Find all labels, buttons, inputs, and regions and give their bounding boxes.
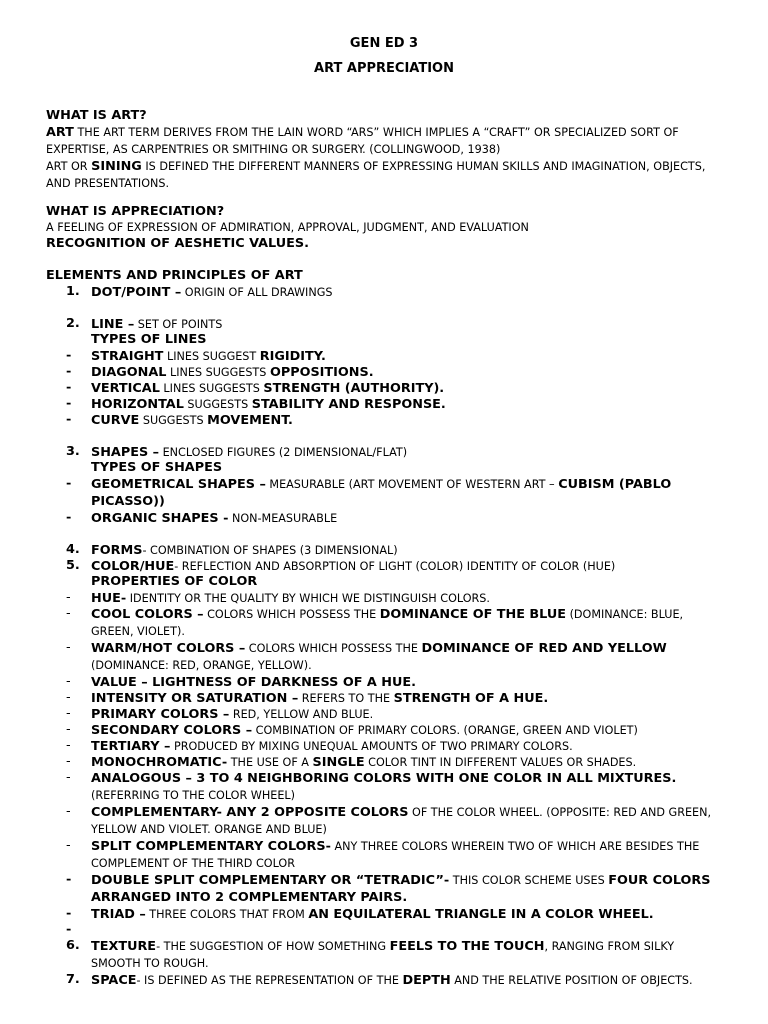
- subject-title: ART APPRECIATION: [314, 61, 454, 76]
- section-heading: ELEMENTS AND PRINCIPLES OF ART: [46, 268, 303, 283]
- list-item-empty: -: [66, 922, 72, 937]
- list-item: - SPLIT COMPLEMENTARY COLORS- ANY THREE COLORS WHEREIN TWO OF WHICH ARE BESIDES THE COMPLEMENT OF THE THIRD COLOR: [66, 838, 700, 870]
- list-item: - HUE- IDENTITY OR THE QUALITY BY WHICH WE DISTINGUISH COLORS.: [66, 590, 490, 606]
- list-item: - GEOMETRICAL SHAPES – MEASURABLE (ART MOVEMENT OF WESTERN ART – CUBISM (PABLO PICASSO)): [66, 476, 672, 509]
- list-item: 6. TEXTURE- THE SUGGESTION OF HOW SOMETHING FEELS TO THE TOUCH, RANGING FROM SILKY SMOOTH TO ROUGH.: [66, 938, 675, 970]
- appreciation-recognition: RECOGNITION OF AESHETIC VALUES.: [46, 236, 309, 251]
- subheading: PROPERTIES OF COLOR: [91, 574, 258, 589]
- list-item: - HORIZONTAL SUGGESTS STABILITY AND RESPONSE.: [66, 396, 446, 412]
- list-item: - MONOCHROMATIC- THE USE OF A SINGLE COLOR TINT IN DIFFERENT VALUES OR SHADES.: [66, 754, 637, 770]
- list-item: 5. COLOR/HUE- REFLECTION AND ABSORPTION OF LIGHT (COLOR) IDENTITY OF COLOR (HUE): [66, 558, 616, 574]
- list-item: - WARM/HOT COLORS – COLORS WHICH POSSESS THE DOMINANCE OF RED AND YELLOW (DOMINANCE: RED, ORANGE, YELLOW).: [66, 640, 667, 672]
- section-elements: [46, 268, 726, 988]
- art-definition: ART THE ART TERM DERIVES FROM THE LAIN WORD “ARS” WHICH IMPLIES A “CRAFT” OR SPECIALIZED SORT OF EXPERTISE, AS CARPENTRIES OR SMITHING OR SURGERY. (COLLINGWOOD, 1938): [46, 125, 679, 156]
- course-title: GEN ED 3: [349, 36, 419, 51]
- list-item: - STRAIGHT LINES SUGGEST RIGIDITY.: [66, 348, 326, 364]
- list-item: - COMPLEMENTARY- ANY 2 OPPOSITE COLORS OF THE COLOR WHEEL. (OPPOSITE: RED AND GREEN, YELLOW AND VIOLET. ORANGE AND BLUE): [66, 804, 712, 836]
- list-item: 1. DOT/POINT – ORIGIN OF ALL DRAWINGS: [66, 284, 333, 300]
- section-what-is-art: [46, 108, 726, 192]
- list-item: - ANALOGOUS – 3 TO 4 NEIGHBORING COLORS WITH ONE COLOR IN ALL MIXTURES. (REFERRING TO THE COLOR WHEEL): [66, 770, 677, 802]
- list-item: - COOL COLORS – COLORS WHICH POSSESS THE DOMINANCE OF THE BLUE (DOMINANCE: BLUE, GREEN, VIOLET).: [66, 606, 684, 638]
- section-what-is-appreciation: [46, 204, 726, 252]
- list-item: - PRIMARY COLORS – RED, YELLOW AND BLUE.: [66, 706, 374, 722]
- list-item: - VALUE – LIGHTNESS OF DARKNESS OF A HUE.: [66, 674, 416, 690]
- section-heading: WHAT IS APPRECIATION?: [46, 204, 225, 219]
- list-item: - SECONDARY COLORS – COMBINATION OF PRIMARY COLORS. (ORANGE, GREEN AND VIOLET): [66, 722, 638, 738]
- sining-definition: ART OR SINING IS DEFINED THE DIFFERENT MANNERS OF EXPRESSING HUMAN SKILLS AND IMAGINATION, OBJECTS, AND PRESENTATIONS.: [46, 159, 706, 190]
- list-item: - INTENSITY OR SATURATION – REFERS TO THE STRENGTH OF A HUE.: [66, 690, 549, 706]
- list-item: 4. FORMS- COMBINATION OF SHAPES (3 DIMENSIONAL): [66, 542, 398, 558]
- appreciation-definition: A FEELING OF EXPRESSION OF ADMIRATION, APPROVAL, JUDGMENT, AND EVALUATION: [46, 221, 529, 234]
- list-item: - ORGANIC SHAPES - NON-MEASURABLE: [66, 510, 338, 526]
- list-item: 7. SPACE- IS DEFINED AS THE REPRESENTATION OF THE DEPTH AND THE RELATIVE POSITION OF OBJECTS.: [66, 972, 693, 988]
- list-item: - DIAGONAL LINES SUGGESTS OPPOSITIONS.: [66, 364, 374, 380]
- list-item: - DOUBLE SPLIT COMPLEMENTARY OR “TETRADIC”- THIS COLOR SCHEME USES FOUR COLORS ARRANGED INTO 2 COMPLEMENTARY PAIRS.: [66, 872, 711, 905]
- list-item: - TERTIARY – PRODUCED BY MIXING UNEQUAL AMOUNTS OF TWO PRIMARY COLORS.: [66, 738, 573, 754]
- list-item: 2. LINE – SET OF POINTS: [66, 316, 223, 332]
- section-heading: WHAT IS ART?: [46, 108, 147, 123]
- list-item: - TRIAD – THREE COLORS THAT FROM AN EQUILATERAL TRIANGLE IN A COLOR WHEEL.: [66, 906, 654, 922]
- subheading: TYPES OF SHAPES: [91, 460, 223, 475]
- subheading: TYPES OF LINES: [91, 332, 207, 347]
- list-item: - CURVE SUGGESTS MOVEMENT.: [66, 412, 293, 428]
- list-item: 3. SHAPES – ENCLOSED FIGURES (2 DIMENSIONAL/FLAT): [66, 444, 408, 460]
- list-item: - VERTICAL LINES SUGGESTS STRENGTH (AUTHORITY).: [66, 380, 445, 396]
